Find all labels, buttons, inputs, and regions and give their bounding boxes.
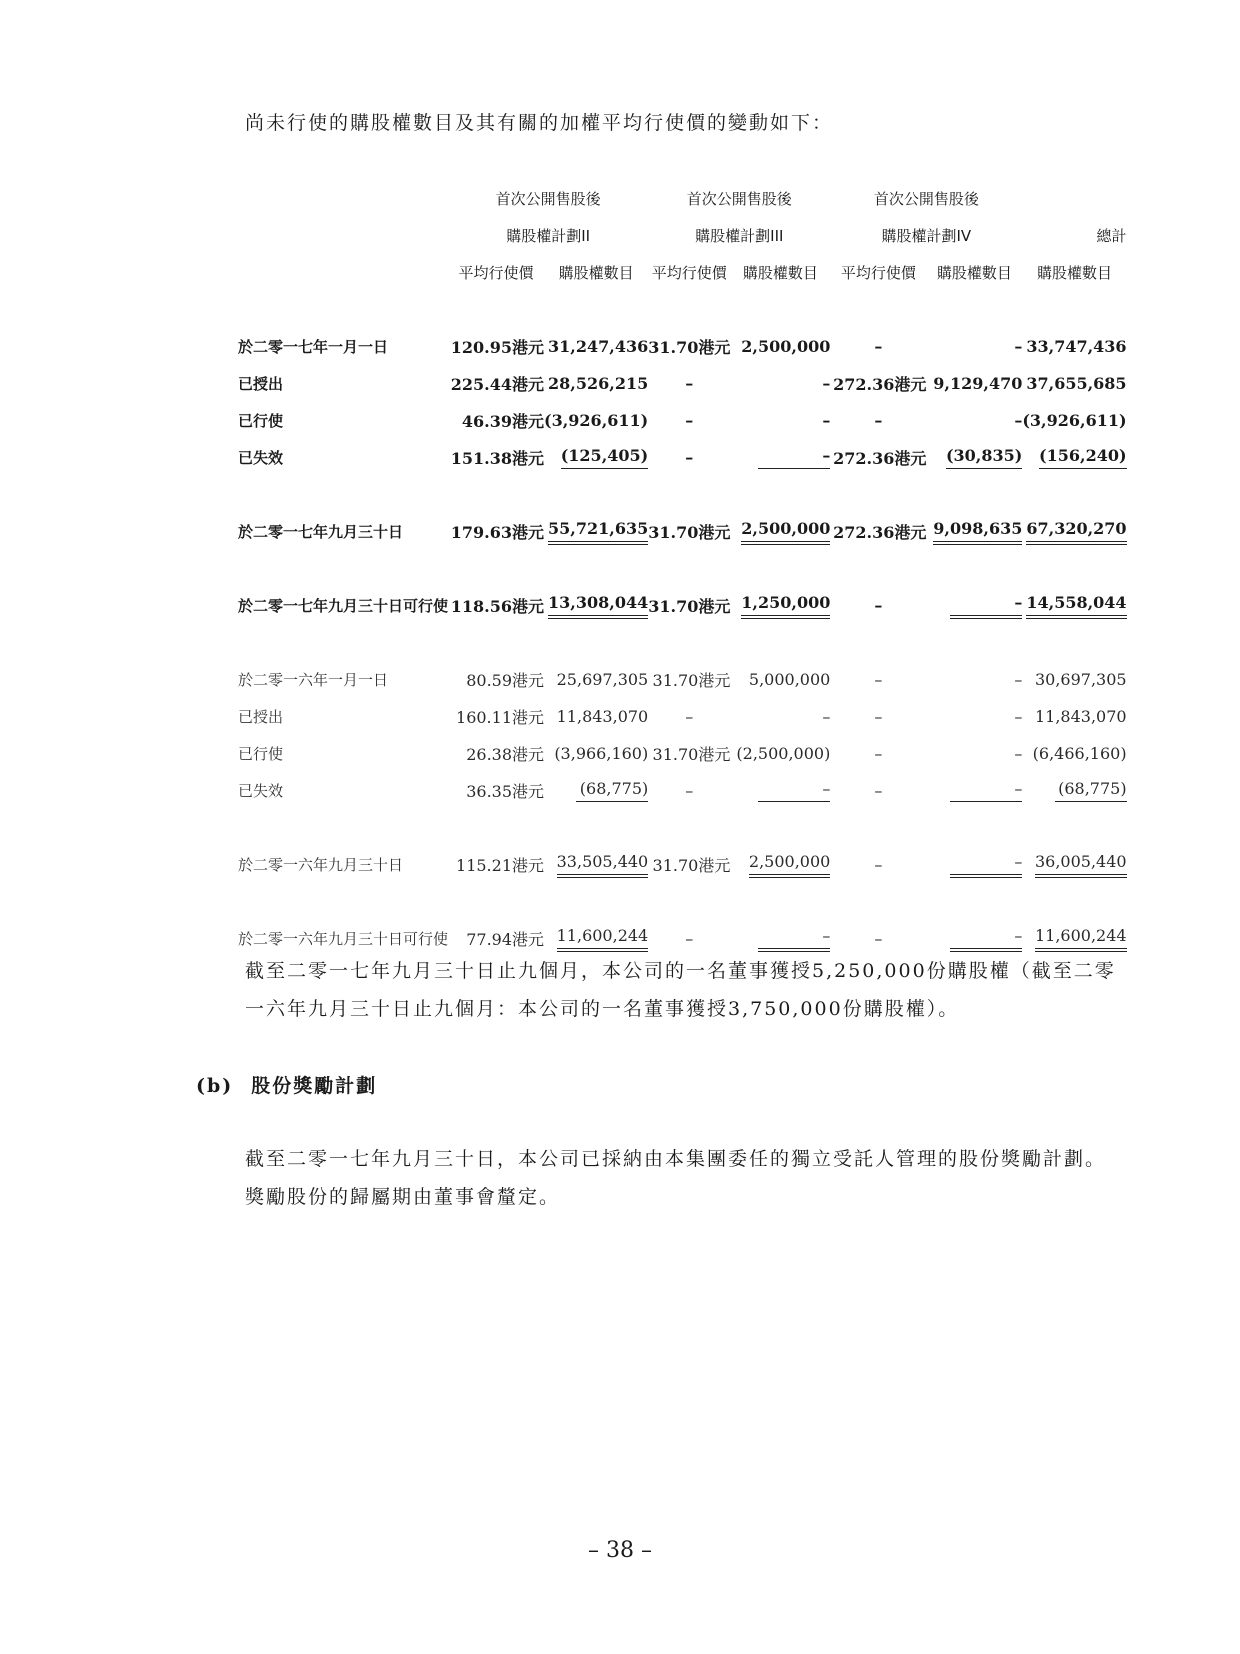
table-row	[238, 439, 1127, 476]
cell: 5,000,000	[748, 670, 831, 689]
page-number: – 38 –	[588, 1538, 652, 1563]
cell: –	[685, 448, 694, 467]
cell: –	[926, 920, 1022, 957]
cell: 37,655,685	[1026, 374, 1127, 393]
cell: (68,775)	[544, 772, 648, 809]
cell: 31.70港元	[652, 745, 731, 764]
cell: –	[1014, 670, 1023, 689]
cell: –	[874, 781, 883, 800]
column-header: 平均行使價	[458, 264, 534, 282]
cell: –	[822, 374, 831, 393]
cell: 31.70港元	[652, 671, 731, 690]
cell: –	[874, 670, 883, 689]
group-header: 首次公開售股後	[873, 190, 979, 208]
row-label: 於二零一七年九月三十日	[238, 523, 404, 541]
cell: –	[874, 855, 883, 874]
cell: –	[874, 411, 883, 430]
cell: 120.95港元	[450, 338, 545, 357]
group-header-row-2	[238, 217, 1127, 254]
cell: –	[874, 337, 883, 356]
table-row	[238, 772, 1127, 809]
group-header: 首次公開售股後	[686, 190, 792, 208]
cell: 26.38港元	[466, 745, 545, 764]
cell: 118.56港元	[450, 597, 545, 616]
row-label: 於二零一七年九月三十日可行使	[238, 597, 449, 615]
cell: 55,721,635	[544, 513, 648, 550]
row-label: 於二零一六年九月三十日可行使	[238, 930, 449, 948]
cell: 272.36港元	[833, 449, 927, 468]
cell: (3,966,160)	[554, 744, 649, 763]
column-header: 購股權數目	[742, 264, 818, 282]
column-header: 平均行使價	[651, 264, 727, 282]
cell: 25,697,305	[556, 670, 649, 689]
cell: –	[730, 772, 830, 809]
cell: –	[822, 411, 831, 430]
row-label: 於二零一六年九月三十日	[238, 856, 404, 874]
table-row	[238, 513, 1127, 550]
cell: 31.70港元	[652, 856, 731, 875]
cell: –	[926, 587, 1022, 624]
cell: (3,926,611)	[544, 411, 649, 430]
director-grant-note: 截至二零一七年九月三十日止九個月，本公司的一名董事獲授5,250,000份購股權（截至二零一六年九月三十日止九個月：本公司的一名董事獲授3,750,000份購股權）。	[245, 960, 1116, 1020]
group-header: 首次公開售股後	[495, 190, 601, 208]
cell: 46.39港元	[461, 412, 545, 431]
cell: 67,320,270	[1022, 513, 1126, 550]
cell: (156,240)	[1022, 439, 1126, 476]
cell: 36.35港元	[466, 782, 545, 801]
table-row	[238, 402, 1127, 439]
cell: 31,247,436	[548, 337, 649, 356]
row-label: 已失效	[238, 449, 284, 467]
cell: –	[926, 846, 1022, 883]
row-label: 於二零一七年一月一日	[238, 338, 389, 356]
cell: 77.94港元	[466, 930, 545, 949]
cell: –	[730, 920, 830, 957]
cell: 14,558,044	[1022, 587, 1126, 624]
cell: –	[822, 707, 831, 726]
cell: 36,005,440	[1022, 846, 1126, 883]
cell: –	[685, 929, 694, 948]
cell: 30,697,305	[1034, 670, 1127, 689]
cell: 160.11港元	[456, 708, 545, 727]
cell: 2,500,000	[741, 337, 831, 356]
table-row	[238, 735, 1127, 772]
column-header: 購股權數目	[1036, 264, 1112, 282]
cell: 28,526,215	[548, 374, 649, 393]
cell: (68,775)	[1022, 772, 1126, 809]
cell: –	[1014, 337, 1023, 356]
intro-paragraph: 尚未行使的購股權數目及其有關的加權平均行使價的變動如下：	[245, 112, 834, 134]
cell: (2,500,000)	[736, 744, 831, 763]
cell: 115.21港元	[456, 856, 545, 875]
group-header-row-1	[238, 180, 1127, 217]
cell: –	[1014, 707, 1023, 726]
cell: 13,308,044	[544, 587, 648, 624]
cell: (3,926,611)	[1022, 411, 1127, 430]
table-row	[238, 587, 1127, 624]
cell: 31.70港元	[648, 523, 731, 542]
cell: 9,129,470	[933, 374, 1023, 393]
group-subheader: 總計	[1096, 227, 1127, 245]
column-header: 購股權數目	[936, 264, 1012, 282]
row-label: 於二零一六年一月一日	[238, 671, 389, 689]
section-number: (b)	[196, 1075, 234, 1097]
cell: 31.70港元	[648, 338, 731, 357]
cell: –	[874, 596, 883, 615]
table-row	[238, 365, 1127, 402]
row-label: 已行使	[238, 745, 284, 763]
cell: (125,405)	[544, 439, 648, 476]
cell: –	[1014, 744, 1023, 763]
cell: 11,843,070	[556, 707, 649, 726]
group-subheader: 購股權計劃IV	[881, 227, 972, 245]
row-label: 已授出	[238, 708, 284, 726]
cell: 9,098,635	[926, 513, 1022, 550]
cell: 2,500,000	[730, 513, 830, 550]
table-row	[238, 698, 1127, 735]
section-heading	[196, 1071, 377, 1098]
column-header: 購股權數目	[558, 264, 634, 282]
cell: –	[874, 744, 883, 763]
cell: 1,250,000	[730, 587, 830, 624]
section-body: 截至二零一七年九月三十日，本公司已採納由本集團委任的獨立受託人管理的股份獎勵計劃。獎勵股份的歸屬期由董事會釐定。	[245, 1148, 1107, 1208]
cell: –	[685, 374, 694, 393]
cell: 11,600,244	[544, 920, 648, 957]
cell: –	[874, 929, 883, 948]
group-subheader: 購股權計劃III	[695, 227, 784, 245]
cell: –	[874, 707, 883, 726]
table-row	[238, 328, 1127, 365]
cell: 11,600,244	[1022, 920, 1126, 957]
cell: –	[1014, 411, 1023, 430]
row-label: 已行使	[238, 412, 284, 430]
cell: 179.63港元	[450, 523, 545, 542]
column-header-row	[238, 254, 1127, 291]
cell: 151.38港元	[450, 449, 545, 468]
row-label: 已失效	[238, 782, 284, 800]
cell: (30,835)	[926, 439, 1022, 476]
group-header	[1022, 180, 1126, 217]
column-header: 平均行使價	[840, 264, 916, 282]
cell: –	[926, 772, 1022, 809]
table-row	[238, 846, 1127, 883]
cell: 33,747,436	[1026, 337, 1127, 356]
cell: –	[685, 411, 694, 430]
cell: –	[685, 707, 694, 726]
cell: (6,466,160)	[1032, 744, 1127, 763]
cell: –	[685, 781, 694, 800]
group-subheader: 購股權計劃II	[506, 227, 591, 245]
cell: 225.44港元	[450, 375, 545, 394]
cell: 31.70港元	[648, 597, 731, 616]
cell: 80.59港元	[466, 671, 545, 690]
section-title: 股份獎勵計劃	[251, 1075, 378, 1097]
cell: 33,505,440	[544, 846, 648, 883]
cell: 2,500,000	[730, 846, 830, 883]
cell: 11,843,070	[1034, 707, 1127, 726]
cell: 272.36港元	[833, 375, 927, 394]
table-row	[238, 661, 1127, 698]
cell: 272.36港元	[833, 523, 927, 542]
row-label: 已授出	[238, 375, 284, 393]
share-options-table	[238, 180, 1127, 957]
cell: –	[730, 439, 830, 476]
